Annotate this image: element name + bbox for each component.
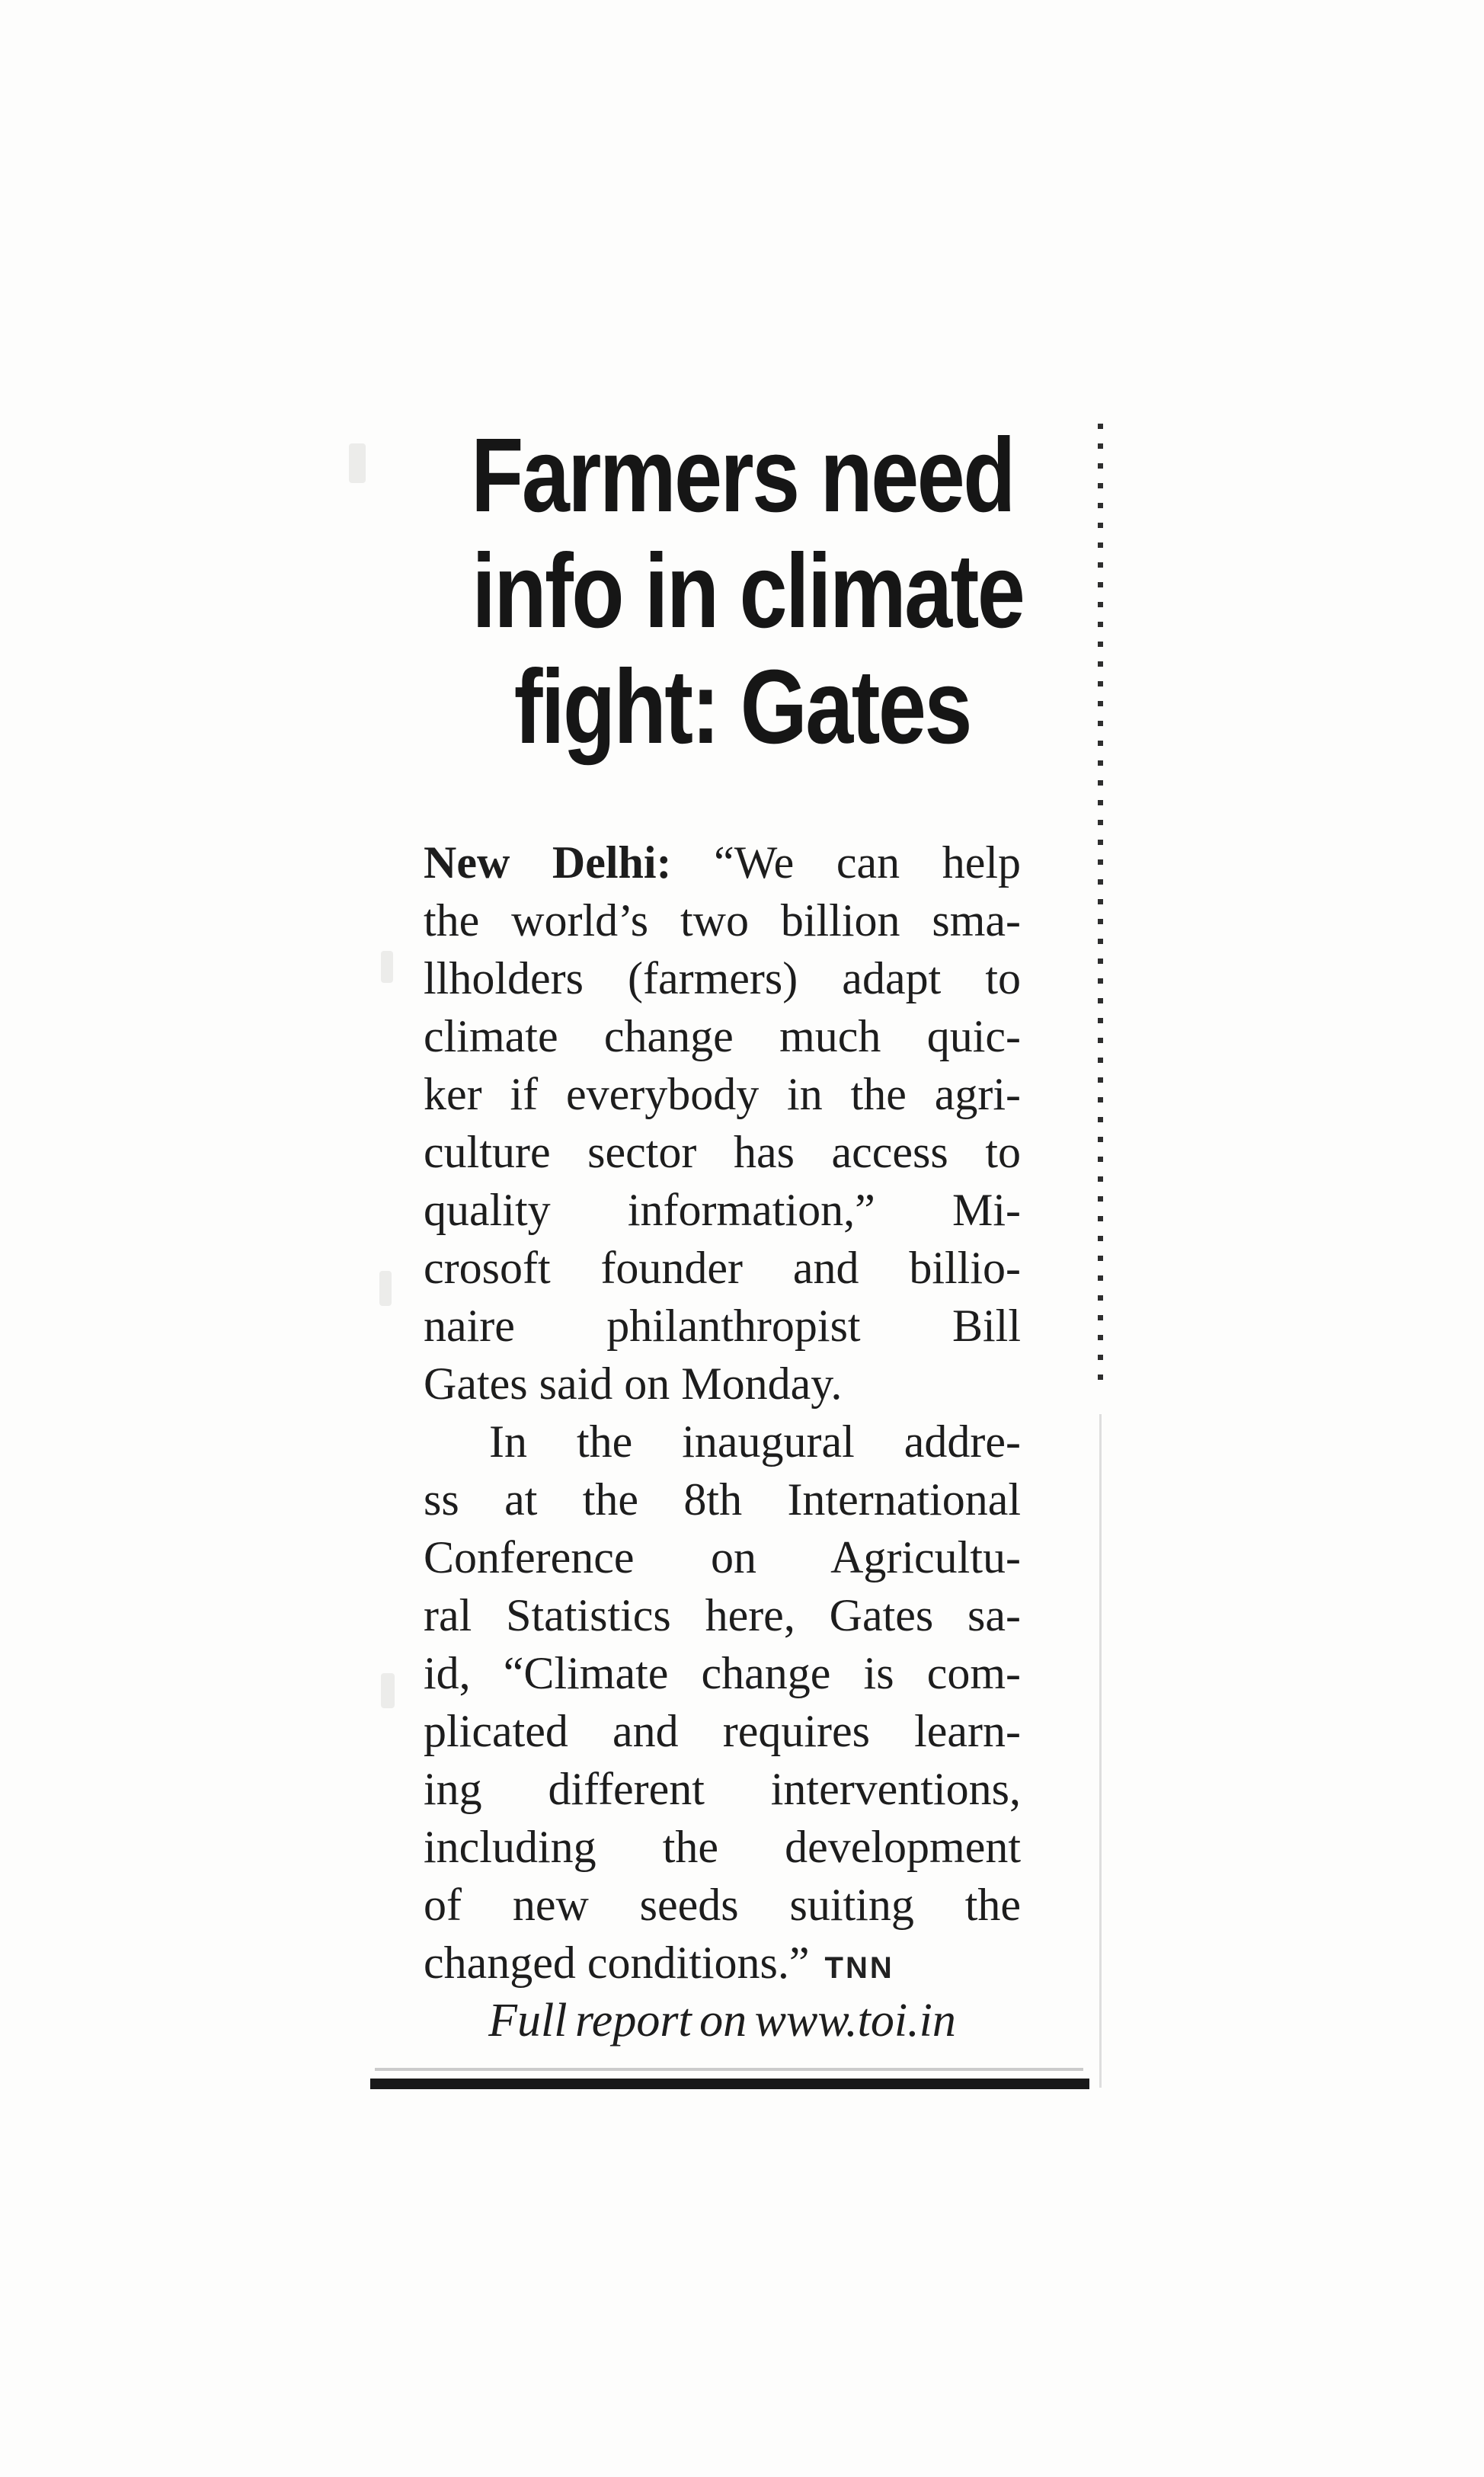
- newsprint-artifact: [381, 1673, 395, 1708]
- body-line: id, “Climate change is com-: [424, 1648, 1021, 1698]
- body-line: naire philanthropist Bill: [424, 1301, 1021, 1351]
- body-line: culture sector has access to: [424, 1127, 1021, 1177]
- body-line: ss at the 8th International: [424, 1474, 1021, 1525]
- body-line: New Delhi: “We can help: [424, 837, 1022, 888]
- newsprint-artifact: [381, 951, 393, 983]
- bottom-rule-thick: [370, 2079, 1089, 2089]
- body-line: ing different interventions,: [424, 1764, 1021, 1814]
- body-line: quality information,” Mi-: [424, 1185, 1021, 1235]
- headline-line: [411, 533, 1073, 649]
- footer-note: Full report on www.toi.in: [488, 1995, 956, 2047]
- headline-text: info in climate: [472, 533, 1024, 650]
- body-line: changed conditions.” TNN: [424, 1938, 894, 1988]
- body-line: including the development: [424, 1822, 1021, 1872]
- body-line: llholders (farmers) adapt to: [424, 953, 1021, 1003]
- dateline: New Delhi:: [424, 837, 672, 888]
- body-line: plicated and requires learn-: [424, 1706, 1021, 1756]
- headline-line: [411, 418, 1073, 533]
- body-line: In the inaugural addre-: [489, 1416, 1021, 1467]
- body-line: crosoft founder and billio-: [424, 1243, 1021, 1293]
- headline-text: fight: Gates: [513, 648, 971, 766]
- body-line: the world’s two billion sma-: [424, 895, 1021, 946]
- newsprint-artifact: [379, 1271, 392, 1306]
- column-separator-dotted: [1098, 424, 1103, 1381]
- body-line: ral Statistics here, Gates sa-: [424, 1590, 1021, 1640]
- body-line: Gates said on Monday.: [424, 1359, 843, 1409]
- article-headline: [411, 418, 1073, 765]
- headline-line: [411, 649, 1073, 765]
- bottom-rule-thin: [375, 2068, 1083, 2071]
- body-line: of new seeds suiting the: [424, 1880, 1021, 1930]
- byline-tnn: TNN: [824, 1951, 894, 1985]
- headline-text: Farmers need: [471, 417, 1014, 534]
- body-line: climate change much quic-: [424, 1011, 1021, 1061]
- body-line: ker if everybody in the agri-: [424, 1069, 1021, 1119]
- column-separator-line: [1099, 1414, 1102, 2088]
- body-line: Conference on Agricultu-: [424, 1532, 1021, 1583]
- article-body: [424, 834, 1021, 2050]
- newsprint-artifact: [349, 443, 366, 483]
